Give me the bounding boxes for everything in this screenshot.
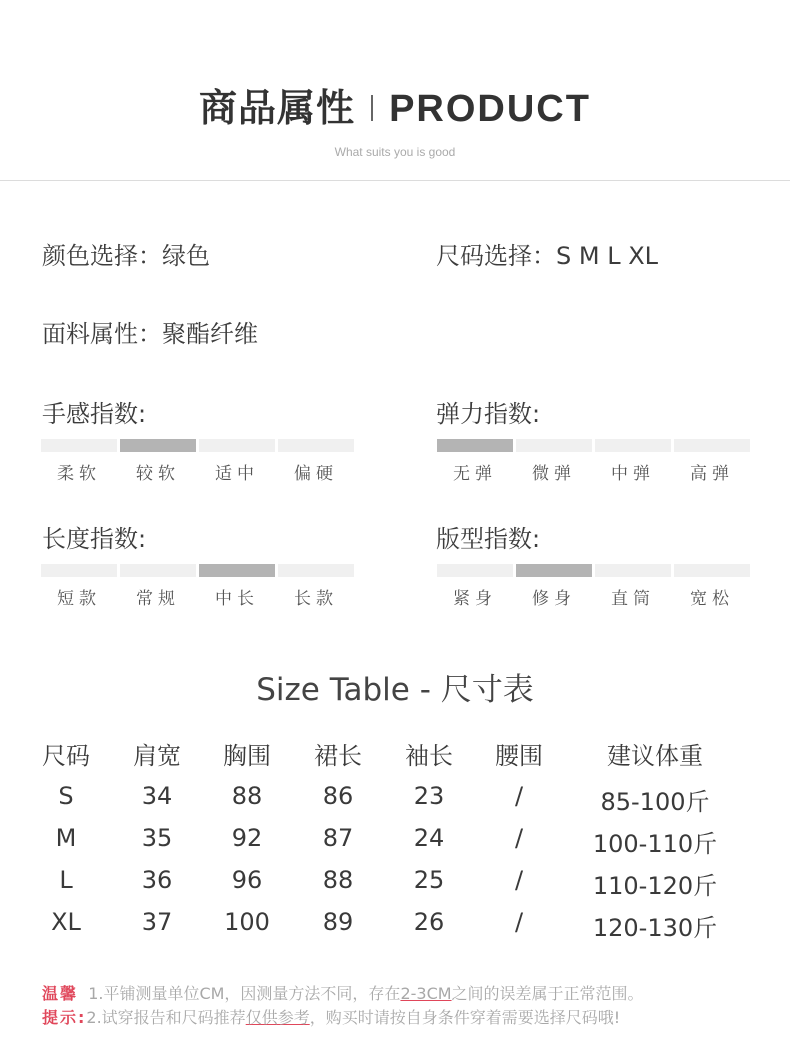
fit-scale bbox=[437, 564, 752, 609]
page-title bbox=[0, 86, 790, 131]
scale-segment bbox=[516, 439, 592, 452]
table-header-cell: 裙长 bbox=[314, 742, 362, 770]
scale-segment bbox=[674, 439, 750, 452]
scale-segment bbox=[595, 439, 671, 452]
scale-option: 短款 bbox=[57, 589, 101, 609]
table-cell: 110-120斤 bbox=[592, 872, 718, 900]
length-scale bbox=[41, 564, 356, 609]
scale-option: 中弹 bbox=[611, 464, 655, 484]
scale-option: 偏硬 bbox=[294, 464, 338, 484]
table-cell: 86 bbox=[322, 782, 354, 810]
scale-segment bbox=[41, 564, 117, 577]
table-cell: 25 bbox=[413, 866, 445, 894]
table-cell: / bbox=[514, 908, 524, 936]
table-cell: 24 bbox=[413, 824, 445, 852]
scale-option: 较软 bbox=[136, 464, 180, 484]
table-cell: 100 bbox=[224, 908, 270, 936]
hand-feel-label: 手感指数: bbox=[42, 400, 147, 428]
table-cell: / bbox=[514, 782, 524, 810]
table-cell: S bbox=[58, 782, 74, 810]
note-text: 1.平铺测量单位CM，因测量方法不同，存在 bbox=[88, 984, 401, 1003]
table-cell: 92 bbox=[231, 824, 263, 852]
table-header-cell: 建议体重 bbox=[607, 742, 703, 770]
table-cell: M bbox=[55, 824, 77, 852]
note-line-1 bbox=[42, 981, 644, 1004]
note-line-2 bbox=[42, 1005, 620, 1028]
attr-fabric: 面料属性：聚酯纤维 bbox=[42, 320, 258, 348]
scale-segment bbox=[41, 439, 117, 452]
scale-option: 无弹 bbox=[453, 464, 497, 484]
hand-feel-scale bbox=[41, 439, 356, 484]
table-cell: 100-110斤 bbox=[592, 830, 718, 858]
table-header-cell: 肩宽 bbox=[133, 742, 181, 770]
scale-option: 中长 bbox=[215, 589, 259, 609]
table-header-cell: 尺码 bbox=[42, 742, 90, 770]
note-text: ，购买时请按自身条件穿着需要选择尺码哦! bbox=[309, 1008, 621, 1027]
scale-option: 常规 bbox=[136, 589, 180, 609]
table-cell: 23 bbox=[413, 782, 445, 810]
page-subtitle: What suits you is good bbox=[334, 145, 456, 159]
attr-size: 尺码选择：S M L XL bbox=[436, 242, 659, 270]
table-cell: 26 bbox=[413, 908, 445, 936]
table-header-cell: 胸围 bbox=[223, 742, 271, 770]
page-header bbox=[0, 0, 790, 181]
scale-segment bbox=[278, 564, 354, 577]
table-cell: / bbox=[514, 824, 524, 852]
scale-segment bbox=[120, 439, 196, 452]
table-cell: 36 bbox=[141, 866, 173, 894]
title-chinese: 商品属性 bbox=[199, 86, 356, 130]
scale-segment bbox=[120, 564, 196, 577]
table-cell: 34 bbox=[141, 782, 173, 810]
scale-segment bbox=[437, 439, 513, 452]
scale-segment bbox=[674, 564, 750, 577]
table-cell: 87 bbox=[322, 824, 354, 852]
note-highlight: 2-3CM bbox=[400, 984, 452, 1003]
note-highlight: 仅供参考 bbox=[245, 1008, 310, 1027]
table-header-cell: 腰围 bbox=[495, 742, 543, 770]
table-header-cell: 袖长 bbox=[405, 742, 453, 770]
title-divider bbox=[371, 95, 373, 121]
attr-color: 颜色选择：绿色 bbox=[42, 242, 210, 270]
scale-segment bbox=[199, 564, 275, 577]
table-cell: 89 bbox=[322, 908, 354, 936]
scale-segment bbox=[437, 564, 513, 577]
elasticity-scale bbox=[437, 439, 752, 484]
table-cell: 96 bbox=[231, 866, 263, 894]
note-key-1: 温馨 bbox=[42, 984, 79, 1003]
table-cell: 88 bbox=[322, 866, 354, 894]
length-label: 长度指数: bbox=[42, 525, 147, 553]
scale-option: 修身 bbox=[532, 589, 576, 609]
scale-segment bbox=[595, 564, 671, 577]
scale-option: 微弹 bbox=[532, 464, 576, 484]
scale-option: 宽松 bbox=[690, 589, 734, 609]
scale-option: 高弹 bbox=[690, 464, 734, 484]
table-cell: / bbox=[514, 866, 524, 894]
note-text: 2.试穿报告和尺码推荐 bbox=[86, 1008, 246, 1027]
note-key-2: 提示: bbox=[42, 1008, 87, 1027]
fit-label: 版型指数: bbox=[436, 525, 541, 553]
table-cell: 85-100斤 bbox=[600, 788, 710, 816]
scale-option: 长款 bbox=[294, 589, 338, 609]
table-cell: 88 bbox=[231, 782, 263, 810]
table-cell: XL bbox=[51, 908, 81, 936]
scale-segment bbox=[199, 439, 275, 452]
size-table-title: Size Table - 尺寸表 bbox=[256, 672, 534, 708]
scale-option: 紧身 bbox=[453, 589, 497, 609]
table-cell: 35 bbox=[141, 824, 173, 852]
title-english: PRODUCT bbox=[389, 88, 591, 130]
table-cell: L bbox=[59, 866, 73, 894]
scale-option: 适中 bbox=[215, 464, 259, 484]
scale-segment bbox=[516, 564, 592, 577]
scale-segment bbox=[278, 439, 354, 452]
scale-option: 直筒 bbox=[611, 589, 655, 609]
table-cell: 37 bbox=[141, 908, 173, 936]
elasticity-label: 弹力指数: bbox=[436, 400, 541, 428]
note-text: 之间的误差属于正常范围。 bbox=[451, 984, 644, 1003]
table-cell: 120-130斤 bbox=[592, 914, 718, 942]
scale-option: 柔软 bbox=[57, 464, 101, 484]
